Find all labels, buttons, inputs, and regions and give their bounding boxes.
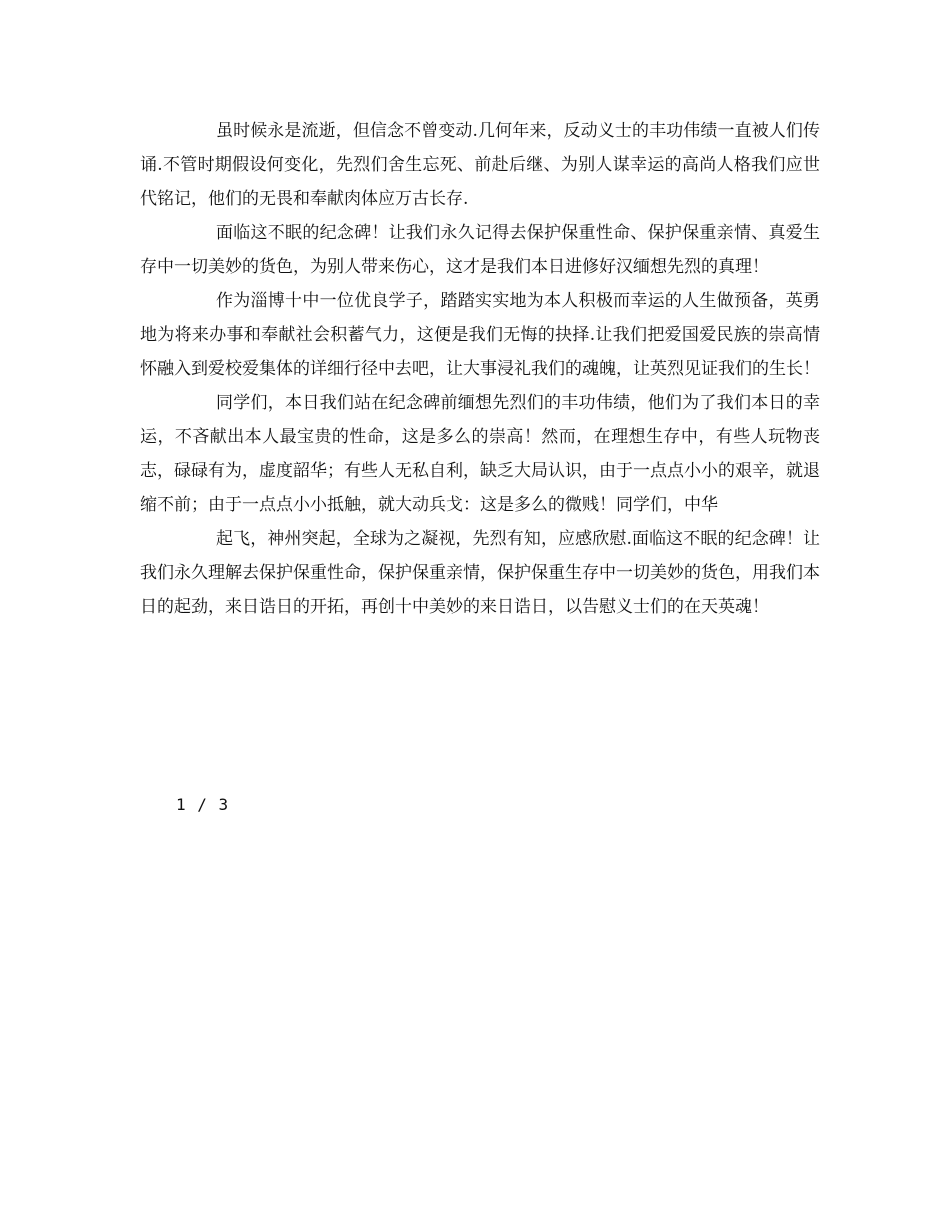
paragraph-2: 面临这不眠的纪念碑！让我们永久记得去保护保重性命、保护保重亲情、真爱生存中一切美妙的货色，为别人带来伤心，这才是我们本日进修好汉缅想先烈的真理！ [140,223,820,277]
paragraph-4: 同学们，本日我们站在纪念碑前缅想先烈们的丰功伟绩，他们为了我们本日的幸运，不吝献出本人最宝贵的性命，这是多么的崇高！然而，在理想生存中，有些人玩物丧志，碌碌有为，虚度韶华；有些人无私自利，缺乏大局认识，由于一点点小小的艰辛，就退缩不前；由于一点点小小抵触，就大动兵戈：这是多么的微贱！同学们，中华 [140,393,820,515]
page-number: 1 / 3 [176,795,230,814]
paragraph-5: 起飞，神州突起，全球为之凝视，先烈有知，应感欣慰.面临这不眠的纪念碑！让我们永久理解去保护保重性命，保护保重亲情，保护保重生存中一切美妙的货色，用我们本日的起劲，来日诰日的开拓，再创十中美妙的来日诰日，以告慰义士们的在天英魂！ [140,529,820,617]
paragraph-3: 作为淄博十中一位优良学子，踏踏实实地为本人积极而幸运的人生做预备，英勇地为将来办事和奉献社会积蓄气力，这便是我们无悔的抉择.让我们把爱国爱民族的崇高情怀融入到爱校爱集体的详细行径中去吧，让大事浸礼我们的魂魄，让英烈见证我们的生长！ [140,291,820,379]
paragraph-1: 虽时候永是流逝，但信念不曾变动.几何年来，反动义士的丰功伟绩一直被人们传诵.不管时期假设何变化，先烈们舍生忘死、前赴后继、为别人谋幸运的高尚人格我们应世代铭记，他们的无畏和奉献肉体应万古长存. [140,121,820,209]
body-text [140,114,820,624]
